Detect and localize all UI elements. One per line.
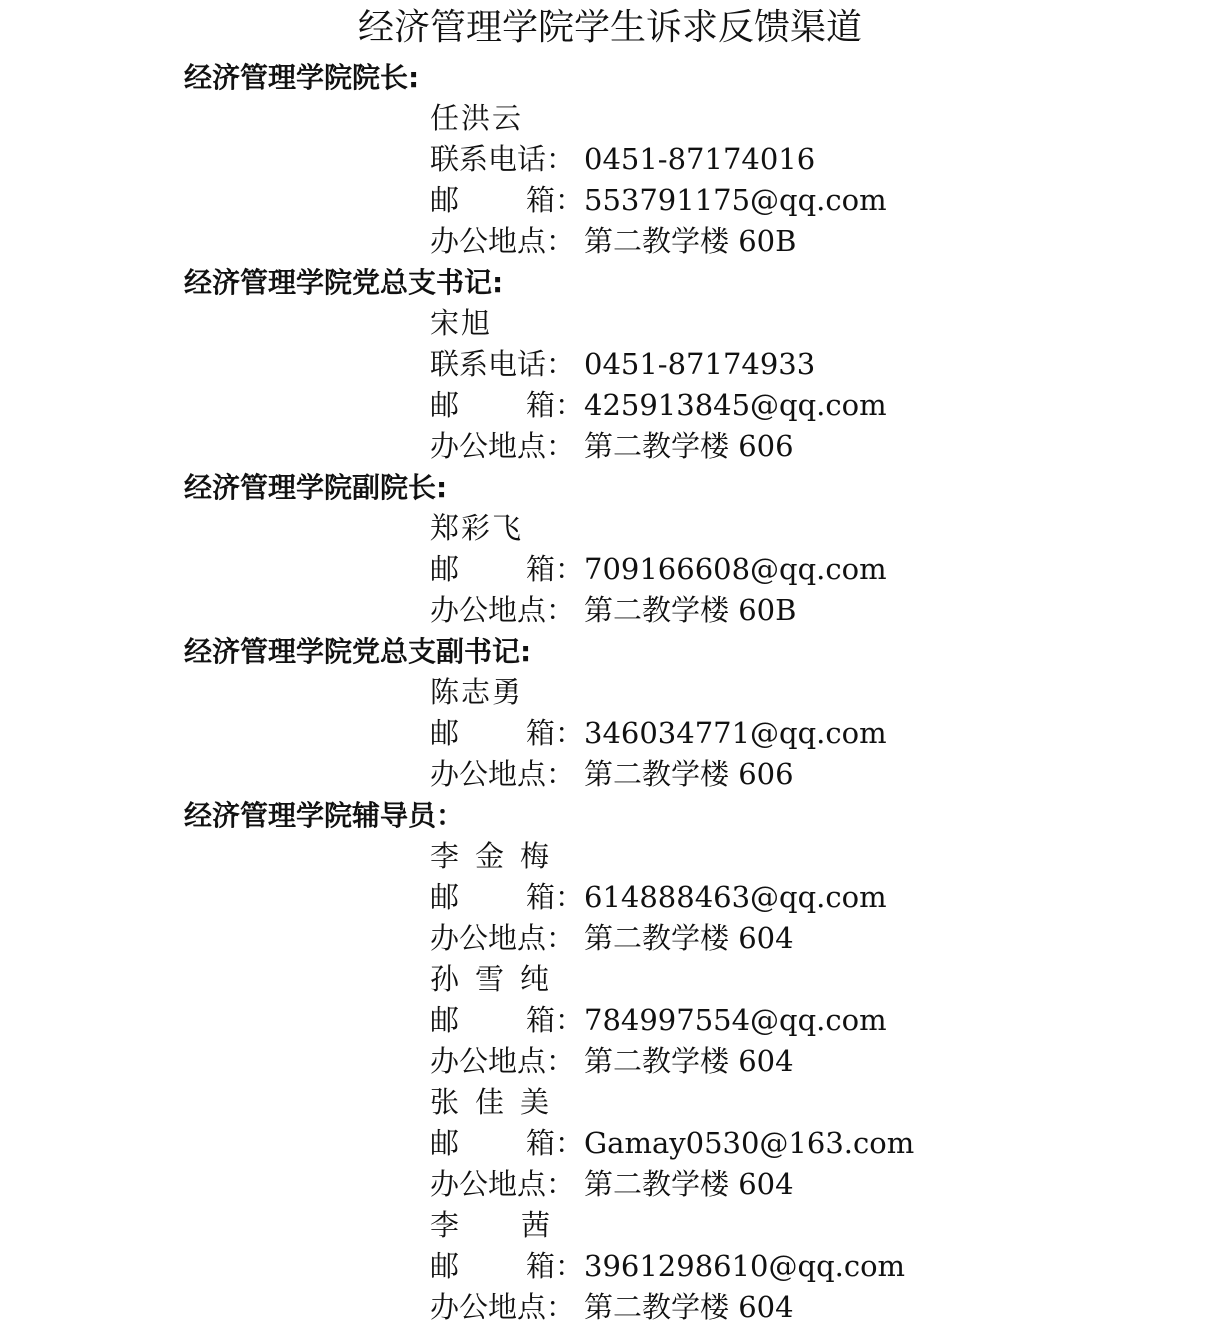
office-row	[184, 1041, 1184, 1082]
email-row	[184, 385, 1184, 426]
contact-list	[184, 57, 1184, 1328]
email-label: 邮 箱：	[430, 716, 584, 750]
email-label: 邮 箱：	[430, 183, 584, 217]
phone-label: 联系电话：	[430, 347, 576, 381]
office-label: 办公地点：	[430, 224, 576, 258]
office-row	[184, 918, 1184, 959]
page-title: 经济管理学院学生诉求反馈渠道	[357, 7, 862, 48]
office-value: 第二教学楼 60B	[584, 224, 797, 258]
phone-label: 联系电话：	[430, 142, 576, 176]
email-label: 邮 箱：	[430, 552, 584, 586]
email-row	[184, 180, 1184, 221]
office-label: 办公地点：	[430, 429, 576, 463]
section-heading-party-secretary: 经济管理学院党总支书记:	[184, 266, 504, 299]
office-label: 办公地点：	[430, 1167, 576, 1201]
section-heading-counselors: 经济管理学院辅导员：	[184, 799, 465, 832]
email-row	[184, 549, 1184, 590]
email-value[interactable]: 614888463@qq.com	[584, 880, 887, 914]
office-row	[184, 754, 1184, 795]
phone-row	[184, 139, 1184, 180]
contact-name: 张佳美	[430, 1085, 566, 1119]
office-value: 第二教学楼 604	[584, 921, 794, 955]
email-row	[184, 877, 1184, 918]
email-value[interactable]: 784997554@qq.com	[584, 1003, 887, 1037]
phone-value[interactable]: 0451-87174016	[584, 142, 816, 176]
section-heading-deputy-secretary: 经济管理学院党总支副书记:	[184, 635, 532, 668]
phone-value[interactable]: 0451-87174933	[584, 347, 816, 381]
email-value[interactable]: Gamay0530@163.com	[584, 1126, 915, 1160]
office-row	[184, 221, 1184, 262]
office-value: 第二教学楼 606	[584, 429, 794, 463]
office-value: 第二教学楼 606	[584, 757, 794, 791]
email-row	[184, 1246, 1184, 1287]
email-label: 邮 箱：	[430, 880, 584, 914]
office-value: 第二教学楼 604	[584, 1044, 794, 1078]
contact-name: 孙雪纯	[430, 962, 566, 996]
email-label: 邮 箱：	[430, 388, 584, 422]
email-value[interactable]: 346034771@qq.com	[584, 716, 887, 750]
phone-row	[184, 344, 1184, 385]
office-label: 办公地点：	[430, 593, 576, 627]
email-row	[184, 1000, 1184, 1041]
office-label: 办公地点：	[430, 757, 576, 791]
office-row	[184, 426, 1184, 467]
section-heading-dean: 经济管理学院院长:	[184, 61, 420, 94]
contact-name: 宋旭	[430, 306, 493, 340]
email-value[interactable]: 425913845@qq.com	[584, 388, 887, 422]
email-label: 邮 箱：	[430, 1003, 584, 1037]
office-row	[184, 1287, 1184, 1328]
contact-name: 李茜	[430, 1208, 613, 1242]
contact-name: 任洪云	[430, 101, 524, 135]
section-heading-vice-dean: 经济管理学院副院长:	[184, 471, 448, 504]
contact-name: 李金梅	[430, 839, 566, 873]
office-row	[184, 590, 1184, 631]
office-label: 办公地点：	[430, 921, 576, 955]
contact-name: 郑彩飞	[430, 511, 524, 545]
email-label: 邮 箱：	[430, 1126, 584, 1160]
office-label: 办公地点：	[430, 1044, 576, 1078]
office-value: 第二教学楼 604	[584, 1290, 794, 1324]
email-row	[184, 1123, 1184, 1164]
office-value: 第二教学楼 604	[584, 1167, 794, 1201]
email-label: 邮 箱：	[430, 1249, 584, 1283]
email-value[interactable]: 553791175@qq.com	[584, 183, 887, 217]
email-row	[184, 713, 1184, 754]
office-value: 第二教学楼 60B	[584, 593, 797, 627]
email-value[interactable]: 3961298610@qq.com	[584, 1249, 906, 1283]
contact-name: 陈志勇	[430, 675, 524, 709]
office-label: 办公地点：	[430, 1290, 576, 1324]
email-value[interactable]: 709166608@qq.com	[584, 552, 887, 586]
office-row	[184, 1164, 1184, 1205]
